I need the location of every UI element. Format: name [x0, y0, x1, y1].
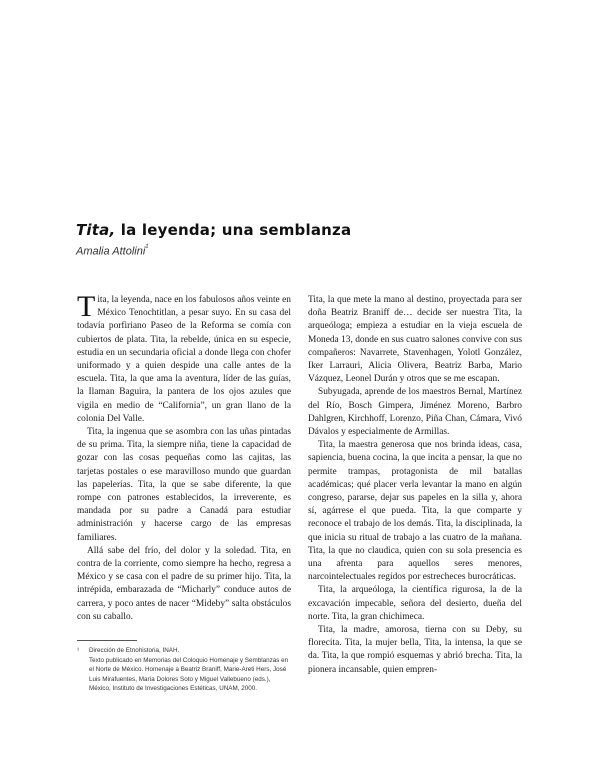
title-main-part: la leyenda; una semblanza	[115, 221, 352, 239]
footnote-divider	[77, 640, 137, 641]
title-italic-part: Tita,	[76, 221, 116, 239]
paragraph: Tita, la madre, amorosa, tierna con su Deby, su florecita. Tita, la mujer bella, Tita, la intensa, la que se da. Tita, la que rompió esquemas y abrió brecha. Tita, la pionera incansable, quien empren-	[308, 625, 522, 675]
paragraph-text: ita, la leyenda, nace en los fabulosos años veinte en México Tenochtitlan, a pesar suyo. En su casa del todavía porfiriano Paseo de la Reforma se comía con cubiertos de plata. Tita, la rebelde, única en su especie, estudia en un secundaria oficial a donde llega con chofer uniformado y a quien despide una calle antes de la escuela. Tita, la que ama la aventura, líder de las guías, la Ilaman Baguira, la pantera de los ojos azules que vigila en medio de “California”, un gran llano de la colonia Del Valle.	[77, 295, 291, 424]
footnote-mark: ¹	[77, 647, 80, 654]
footnote	[77, 646, 291, 694]
article-title	[76, 221, 351, 239]
paragraph	[77, 290, 291, 426]
footnote-affiliation: Dirección de Etnohistoria, INAH.	[89, 647, 180, 654]
footnote-line	[77, 646, 291, 656]
paragraph: Subyugada, aprende de los maestros Bernal, Martínez del Río, Bosch Gimpera, Jiménez Moreno, Barbro Dahlgren, Kirchhoff, Lorenzo, Piña Chan, Cámara, Vivó Dávalos y especialmente de Armillas.	[308, 387, 522, 438]
author-footnote-mark: ¹	[145, 242, 149, 252]
paragraph: Tita, la maestra generosa que nos brinda ideas, casa, sapiencia, buena cocina, la que incita a pensar, la que no permite trampas, protagonista de mil batallas académicas; qué placer verla levantar la mano en algún congreso, pararse, dejar sus papeles en la silla y, ahora sí, agárrese el que pueda. Tita, la que comparte y reconoce el trabajo de los demás. Tita, la disciplinada, la que inicia su ritual de trabajo a las cuatro de la mañana. Tita, la que no claudica, quien con su sola presencia es una afrenta para aquellos seres menores, narcointelectuales regidos por estrecheces burocráticas.	[308, 440, 522, 583]
author-text: Amalia Attolini	[76, 245, 146, 258]
paragraph: Tita, la ingenua que se asombra con las uñas pintadas de su prima. Tita, la siempre niña, tiene la capacidad de gozar con las cosas pequeñas como las cajitas, las tarjetas postales o ese maravilloso mundo que guardan las papelerías. Tita, la que se sabe diferente, la que rompe con patrones establecidos, la irreverente, es mandada por su padre a Canadá para estudiar administración y hacerse cargo de las empresas familiares.	[77, 427, 291, 543]
right-column	[308, 294, 522, 677]
left-column	[77, 290, 291, 624]
footnote-source: Texto publicado en Memorias del Coloquio Homenaje y Semblanzas en el Norte de México. Homenaje a Beatriz Braniff, Marie-Areti Hers, José Luis Mirafuentes, María Dolores Soto y Miguel Vallebueno (eds.), México, Instituto de Investigaciones Estéticas, UNAM, 2000.	[89, 656, 289, 692]
paragraph: Tita, la que mete la mano al destino, proyectada para ser doña Beatriz Braniff de… decide ser nuestra Tita, la arqueóloga; empieza a estudiar en la vieja escuela de Moneda 13, donde en sus cuatro salones convive con sus compañeros: Navarrete, Stavenhagen, Yolotl González, Iker Larrauri, Alicia Olivera, Beatriz Barba, Mario Vázquez, Leonel Durán y otros que se me escapan.	[308, 295, 522, 385]
author-name	[76, 242, 148, 258]
paragraph: Allá sabe del frío, del dolor y la soledad. Tita, en contra de la corriente, como siempre ha hecho, regresa a México y se casa con el padre de su primer hijo. Tita, la intrépida, embarazada de “Micharly” conduce autos de carrera, y poco antes de nacer “Mideby” salta obstáculos con su caballo.	[77, 545, 291, 622]
drop-cap: T	[77, 290, 96, 323]
paragraph: Tita, la arqueóloga, la científica rigurosa, la de la excavación impecable, señora del desierto, dueña del norte. Tita, la gran chichimeca.	[308, 585, 522, 622]
